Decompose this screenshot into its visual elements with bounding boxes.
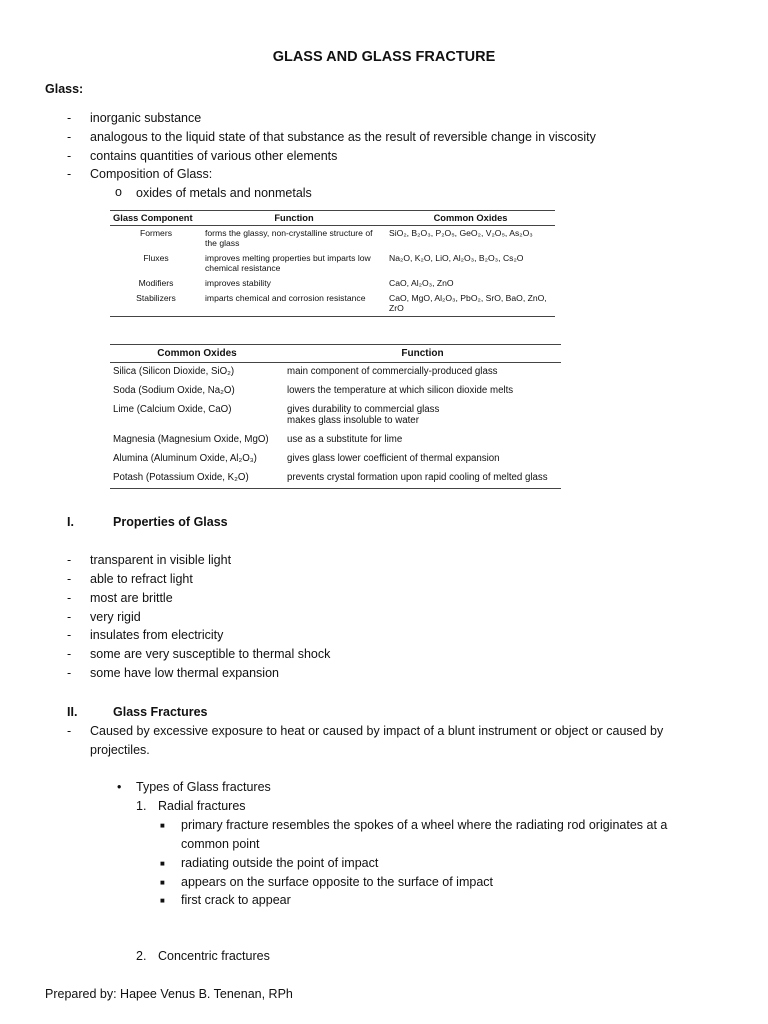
- property-item: very rigid: [90, 610, 141, 624]
- type2-number: 2.: [136, 949, 147, 963]
- table2-cell: lowers the temperature at which silicon dioxide melts: [287, 385, 514, 396]
- square-bullet: ■: [160, 859, 165, 868]
- table2-cell: Silica (Silicon Dioxide, SiO₂): [113, 366, 235, 377]
- footer-author: Prepared by: Hapee Venus B. Tenenan, RPh: [45, 987, 293, 1001]
- square-bullet: ■: [160, 878, 165, 887]
- property-item: some are very susceptible to thermal shock: [90, 647, 331, 661]
- table2-cell: Potash (Potassium Oxide, K₂O): [110, 469, 284, 489]
- table1-header: Common Oxides: [386, 211, 555, 226]
- fracture-cause-line2: projectiles.: [90, 743, 150, 757]
- square-bullet: ■: [160, 821, 165, 830]
- glass-point: contains quantities of various other elements: [90, 149, 338, 163]
- property-item: insulates from electricity: [90, 628, 224, 642]
- dash-bullet: -: [67, 111, 72, 125]
- dash-bullet: -: [67, 149, 72, 163]
- table2-cell: Lime (Calcium Oxide, CaO): [113, 404, 232, 415]
- dash-bullet: -: [67, 666, 72, 680]
- dash-bullet: -: [67, 553, 72, 567]
- table1-cell: improves stability: [205, 278, 271, 288]
- table-row: [110, 401, 561, 431]
- fracture-cause-line1: Caused by excessive exposure to heat or caused by impact of a blunt instrument or object or caused by: [90, 724, 664, 738]
- table1-cell: forms the glassy, non-crystalline structure of the glass: [205, 228, 373, 248]
- section1-numeral: I.: [67, 515, 74, 529]
- radial-point: first crack to appear: [181, 893, 291, 907]
- table2-cell: prevents crystal formation upon rapid cooling of melted glass: [284, 469, 561, 489]
- table2-cell: Soda (Sodium Oxide, Na₂O): [113, 385, 235, 396]
- table2-cell: Magnesia (Magnesium Oxide, MgO): [113, 434, 269, 445]
- types-label: Types of Glass fractures: [136, 780, 271, 794]
- dash-bullet: -: [67, 628, 72, 642]
- dash-bullet: -: [67, 724, 72, 738]
- table1-cell: imparts chemical and corrosion resistance: [202, 291, 386, 317]
- table-row: [110, 251, 555, 276]
- glass-heading: Glass:: [45, 82, 84, 96]
- common-oxides-table: [110, 344, 561, 489]
- table2-cell: gives durability to commercial glass makes glass insoluble to water: [287, 404, 440, 426]
- radial-point: common point: [181, 837, 260, 851]
- dot-bullet: •: [117, 780, 122, 794]
- table2-header: Function: [284, 345, 561, 363]
- table-row: [110, 431, 561, 450]
- property-item: able to refract light: [90, 572, 193, 586]
- dash-bullet: -: [67, 572, 72, 586]
- type1-label: Radial fractures: [158, 799, 246, 813]
- table2-cell: gives glass lower coefficient of thermal expansion: [287, 453, 500, 464]
- table1-cell: Formers: [140, 228, 172, 238]
- table1-cell: improves melting properties but imparts low chemical resistance: [205, 253, 371, 273]
- circle-bullet: o: [115, 185, 122, 199]
- table1-cell: Modifiers: [138, 278, 174, 288]
- table2-header: Common Oxides: [110, 345, 284, 363]
- dash-bullet: -: [67, 647, 72, 661]
- composition-sub: oxides of metals and nonmetals: [136, 186, 312, 200]
- table1-cell: Fluxes: [143, 253, 169, 263]
- table1-cell: SiO₂, B₂O₃, P₂O₅, GeO₂, V₂O₅, As₂O₃: [389, 228, 533, 238]
- glass-point: analogous to the liquid state of that substance as the result of reversible change in viscosity: [90, 130, 596, 144]
- radial-point: radiating outside the point of impact: [181, 856, 379, 870]
- table-row: [110, 382, 561, 401]
- table1-cell: Na₂O, K₂O, LiO, Al₂O₃, B₂O₃, Cs₂O: [389, 253, 524, 263]
- section2-heading: Glass Fractures: [113, 705, 208, 719]
- glass-point: inorganic substance: [90, 111, 202, 125]
- table-row: [110, 226, 555, 252]
- table-row: [110, 469, 561, 489]
- table-row: [110, 450, 561, 469]
- page-title: GLASS AND GLASS FRACTURE: [272, 49, 496, 65]
- table-row: [110, 291, 555, 317]
- dash-bullet: -: [67, 610, 72, 624]
- table2-cell: use as a substitute for lime: [287, 434, 403, 445]
- table2-cell: main component of commercially-produced glass: [287, 366, 498, 377]
- dash-bullet: -: [67, 167, 72, 181]
- square-bullet: ■: [160, 896, 165, 905]
- table1-cell: CaO, MgO, Al₂O₃, PbO₂, SrO, BaO, ZnO, ZrO: [386, 291, 555, 317]
- table2-cell: Alumina (Aluminum Oxide, Al₂O₃): [113, 453, 257, 464]
- table1-header: Function: [202, 211, 386, 226]
- table1-cell: Stabilizers: [110, 291, 202, 317]
- property-item: some have low thermal expansion: [90, 666, 279, 680]
- radial-point: appears on the surface opposite to the surface of impact: [181, 875, 493, 889]
- property-item: most are brittle: [90, 591, 173, 605]
- glass-component-table: [110, 210, 555, 317]
- dash-bullet: -: [67, 130, 72, 144]
- table-row: [110, 363, 561, 383]
- table1-cell: CaO, Al₂O₃, ZnO: [389, 278, 454, 288]
- radial-point: primary fracture resembles the spokes of a wheel where the radiating rod originates at a: [181, 818, 668, 832]
- type1-number: 1.: [136, 799, 147, 813]
- table-row: [110, 276, 555, 291]
- type2-label: Concentric fractures: [158, 949, 270, 963]
- table1-header: Glass Component: [110, 211, 202, 226]
- property-item: transparent in visible light: [90, 553, 232, 567]
- section1-heading: Properties of Glass: [113, 515, 228, 529]
- dash-bullet: -: [67, 591, 72, 605]
- glass-point: Composition of Glass:: [90, 167, 213, 181]
- section2-numeral: II.: [67, 705, 78, 719]
